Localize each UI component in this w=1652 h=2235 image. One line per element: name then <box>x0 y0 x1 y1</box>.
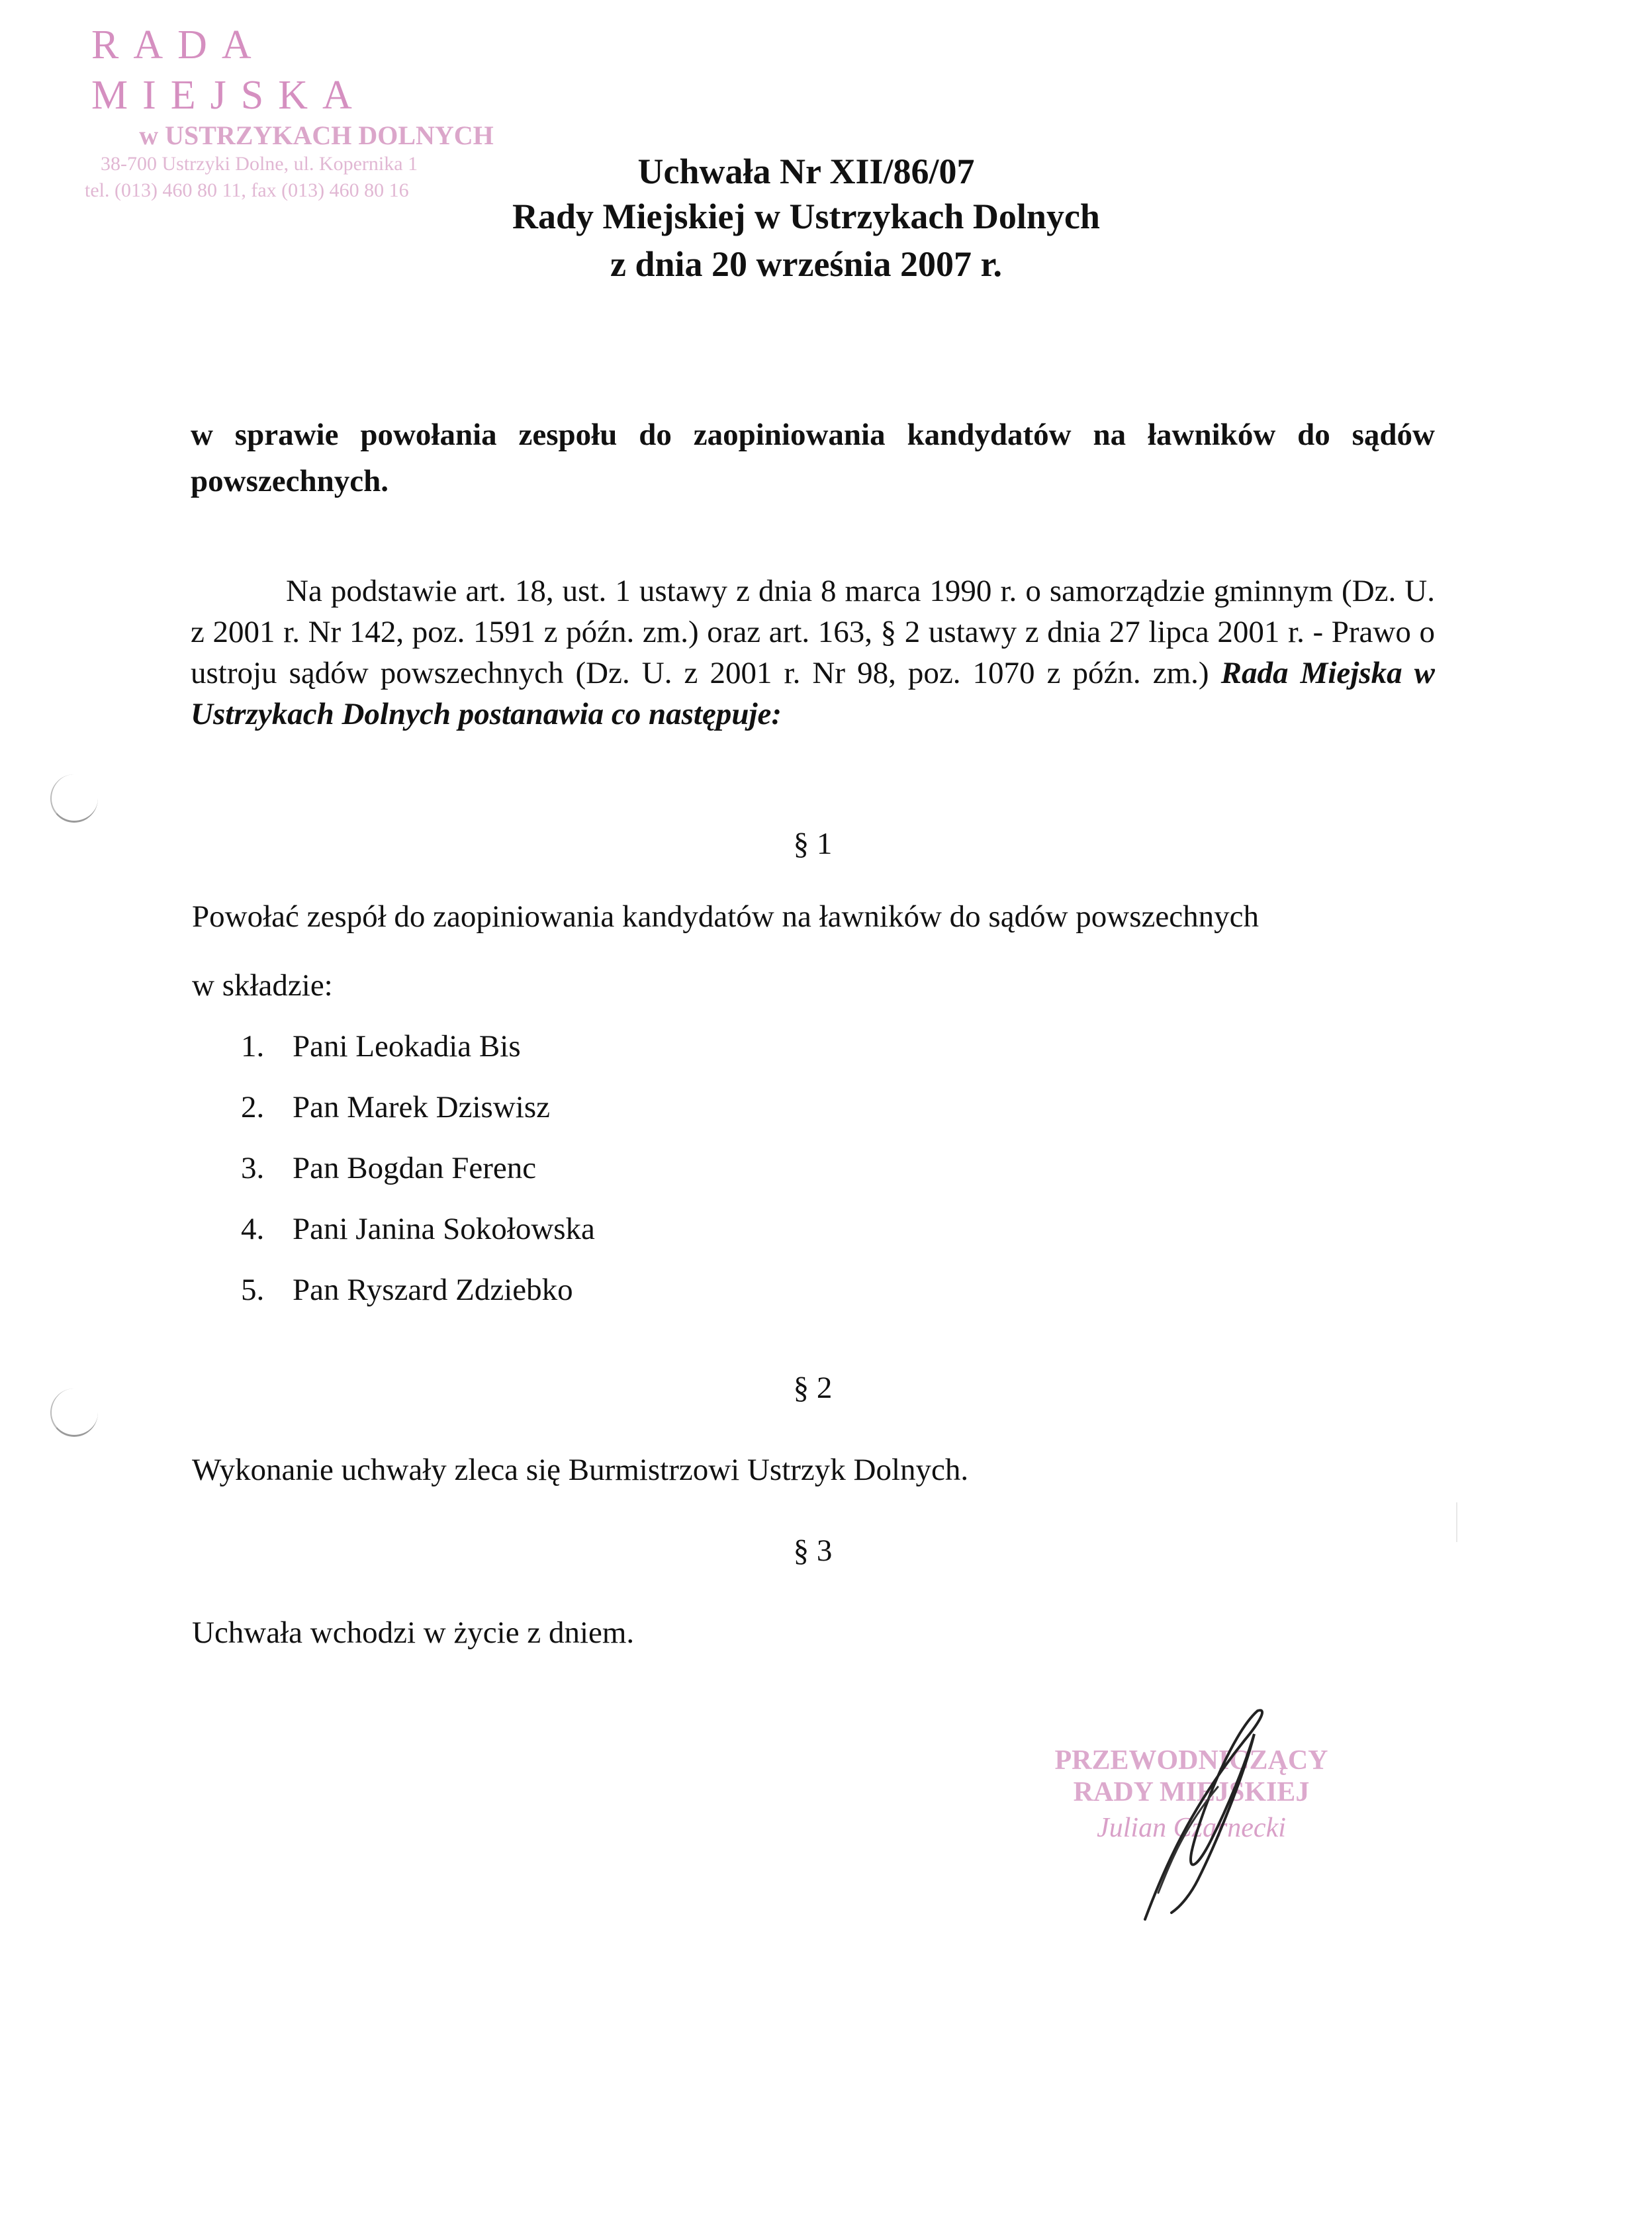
chairman-stamp-title: PRZEWODNICZĄCY <box>1054 1745 1328 1776</box>
handwritten-signature <box>1119 1694 1291 1933</box>
punch-hole <box>50 774 98 823</box>
list-item-number: 4. <box>241 1212 265 1246</box>
list-item <box>241 1145 595 1206</box>
member-name: Pan Marek Dziswisz <box>293 1090 550 1124</box>
legal-basis-text: Na podstawie art. 18, ust. 1 ustawy z dnia 8 marca 1990 r. o samorządzie gminnym (Dz. U. z 2001 r. Nr 142, poz. 1591 z późn. zm.) oraz art. 163, § 2 ustawy z dnia 27 lipca 2001 r. - Prawo o ustroju sądów powszechnych (Dz. U. z 2001 r. Nr 98, poz. 1070 z późn. zm.) <box>191 574 1435 690</box>
list-item <box>241 1206 595 1267</box>
chairman-name: Julian Czarnecki <box>1097 1813 1286 1843</box>
legal-basis <box>191 570 1435 735</box>
list-item-number: 1. <box>241 1029 265 1064</box>
list-item <box>241 1023 595 1084</box>
composition-label: w składzie: <box>192 968 333 1003</box>
stamp-line-2: w USTRZYKACH DOLNYCH <box>139 120 494 150</box>
list-item-number: 3. <box>241 1151 265 1185</box>
resolution-issuer: Rady Miejskiej w Ustrzykach Dolnych <box>512 197 1100 236</box>
member-list <box>241 1023 595 1328</box>
chairman-stamp-body: RADY MIEJSKIEJ <box>1073 1777 1310 1807</box>
signature-stroke <box>1145 1710 1262 1919</box>
resolution-title: Uchwała Nr XII/86/07 <box>637 152 975 191</box>
legal-basis-decision: Rada Miejska w Ustrzykach Dolnych postanawia co następuje: <box>191 656 1435 731</box>
list-item-number: 2. <box>241 1090 265 1124</box>
resolution-date: z dnia 20 września 2007 r. <box>610 244 1002 284</box>
member-name: Pani Janina Sokołowska <box>293 1212 595 1246</box>
section-1-heading: § 1 <box>793 827 833 861</box>
member-name: Pan Bogdan Ferenc <box>293 1151 537 1185</box>
list-item <box>241 1267 595 1328</box>
execution-text: Wykonanie uchwały zleca się Burmistrzowi Ustrzyk Dolnych. <box>192 1453 969 1487</box>
member-name: Pani Leokadia Bis <box>293 1029 521 1064</box>
section-3-heading: § 3 <box>793 1533 833 1568</box>
appointment-text: Powołać zespół do zaopiniowania kandydatów na ławników do sądów powszechnych <box>192 899 1259 934</box>
scan-artifact <box>1456 1502 1457 1542</box>
member-name: Pan Ryszard Zdziebko <box>293 1273 573 1307</box>
stamp-line-1: RADA MIEJSKA <box>91 23 367 118</box>
list-item-number: 5. <box>241 1273 265 1307</box>
resolution-subject: w sprawie powołania zespołu do zaopiniowania kandydatów na ławników do sądów powszechnych. <box>191 418 1435 498</box>
stamp-address: 38-700 Ustrzyki Dolne, ul. Kopernika 1 <box>101 153 418 175</box>
section-2-heading: § 2 <box>793 1371 833 1405</box>
stamp-phone: tel. (013) 460 80 11, fax (013) 460 80 16 <box>85 179 409 201</box>
signature-stroke <box>1158 1787 1218 1893</box>
list-item <box>241 1084 595 1145</box>
effective-text: Uchwała wchodzi w życie z dniem. <box>192 1616 635 1650</box>
